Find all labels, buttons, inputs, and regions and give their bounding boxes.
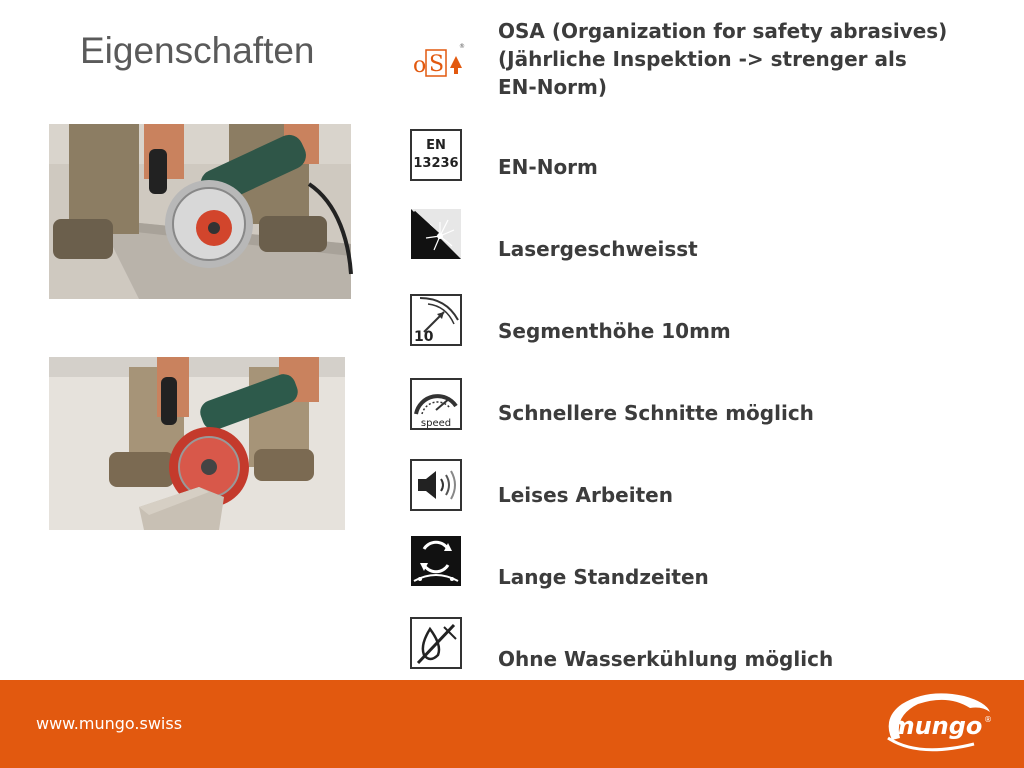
mungo-logo [878, 688, 994, 758]
osa-icon [410, 36, 465, 88]
segment-height-icon [410, 294, 462, 346]
feature-label-long-life: Lange Standzeiten [498, 565, 709, 589]
no-water-icon [410, 617, 462, 669]
svg-text:S: S [429, 52, 445, 77]
logo-registered-mark: ® [984, 715, 992, 724]
speed-icon [410, 378, 462, 430]
logo-text: mungo [889, 712, 983, 740]
feature-label-segment: Segmenthöhe 10mm [498, 319, 731, 343]
en-norm-icon [410, 129, 462, 181]
feature-label-no-water: Ohne Wasserkühlung möglich [498, 647, 834, 671]
grinder-stone-photo [49, 357, 345, 530]
feature-label-osa: OSA (Organization for safety abrasives) (Jährliche Inspektion -> strenger als EN-Norm) [498, 19, 948, 99]
svg-text:®: ® [459, 43, 465, 50]
grinder-curb-photo [49, 124, 351, 299]
website-link[interactable]: www.mungo.swiss [36, 714, 183, 733]
speaker-icon [410, 459, 462, 511]
segment-icon-number: 10 [414, 329, 434, 345]
en-icon-text: EN [426, 138, 446, 153]
laser-weld-icon [410, 208, 462, 260]
feature-label-speed: Schnellere Schnitte möglich [498, 401, 814, 425]
feature-label-laser: Lasergeschweisst [498, 237, 698, 261]
en-icon-number: 13236 [413, 156, 459, 171]
long-life-icon [410, 535, 462, 587]
speed-icon-text: speed [420, 418, 452, 429]
feature-label-quiet: Leises Arbeiten [498, 483, 673, 507]
svg-text:o: o [413, 53, 427, 78]
page-title: Eigenschaften [80, 30, 315, 71]
feature-label-en-norm: EN-Norm [498, 155, 598, 179]
